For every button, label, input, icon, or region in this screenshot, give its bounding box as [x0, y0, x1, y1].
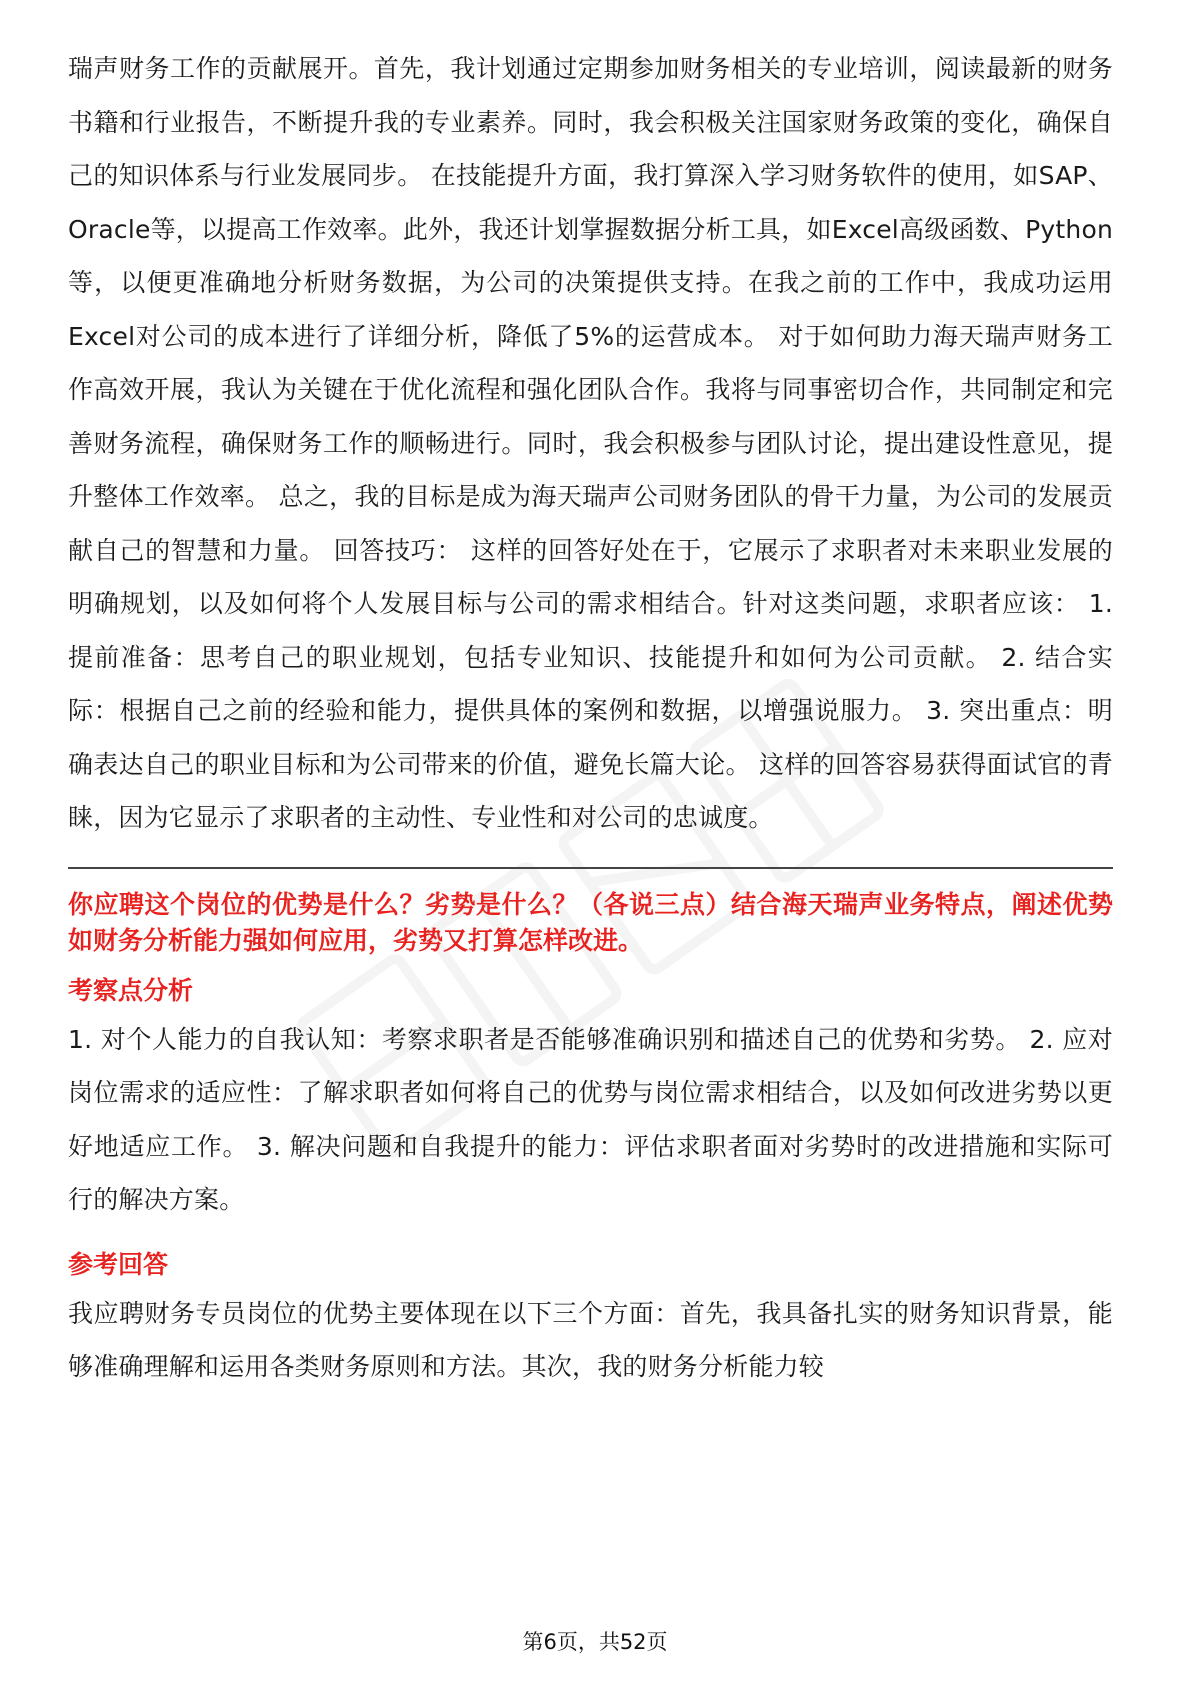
analysis-paragraph: 1. 对个人能力的自我认知：考察求职者是否能够准确识别和描述自己的优势和劣势。 2. 应对岗位需求的适应性：了解求职者如何将自己的优势与岗位需求相结合，以及如何改进劣势以更好地适应工作。 3. 解决问题和自我提升的能力：评估求职者面对劣势时的改进措施和实际可行的解决方案。 — [68, 1024, 1113, 1214]
analysis-heading: 考察点分析 — [68, 975, 194, 1005]
section-divider — [68, 867, 1113, 869]
interview-question: 你应聘这个岗位的优势是什么？劣势是什么？（各说三点）结合海天瑞声业务特点，阐述优势如财务分析能力强如何应用，劣势又打算怎样改进。 — [68, 889, 1113, 955]
intro-paragraph: 瑞声财务工作的贡献展开。首先，我计划通过定期参加财务相关的专业培训，阅读最新的财务书籍和行业报告，不断提升我的专业素养。同时，我会积极关注国家财务政策的变化，确保自己的知识体系与行业发展同步。 在技能提升方面，我打算深入学习财务软件的使用，如SAP、Oracle等，以提高工作效率。此外，我还计划掌握数据分析工具，如Excel高级函数、Python等，以便更准确地分析财务数据，为公司的决策提供支持。在我之前的工作中，我成功运用Excel对公司的成本进行了详细分析，降低了5%的运营成本。 对于如何助力海天瑞声财务工作高效开展，我认为关键在于优化流程和强化团队合作。我将与同事密切合作，共同制定和完善财务流程，确保财务工作的顺畅进行。同时，我会积极参与团队讨论，提出建设性意见，提升整体工作效率。 总之，我的目标是成为海天瑞声公司财务团队的骨干力量，为公司的发展贡献自己的智慧和力量。 回答技巧： 这样的回答好处在于，它展示了求职者对未来职业发展的明确规划，以及如何将个人发展目标与公司的需求相结合。针对这类问题，求职者应该： 1. 提前准备：思考自己的职业规划，包括专业知识、技能提升和如何为公司贡献。 2. 结合实际：根据自己之前的经验和能力，提供具体的案例和数据，以增强说服力。 3. 突出重点：明确表达自己的职业目标和为公司带来的价值，避免长篇大论。 这样的回答容易获得面试官的青睐，因为它显示了求职者的主动性、专业性和对公司的忠诚度。 — [68, 54, 1113, 832]
page-number: 第6页，共52页 — [522, 1630, 668, 1654]
document-body — [68, 42, 1113, 1394]
answer-paragraph: 我应聘财务专员岗位的优势主要体现在以下三个方面：首先，我具备扎实的财务知识背景，能够准确理解和运用各类财务原则和方法。其次，我的财务分析能力较 — [68, 1298, 1113, 1381]
answer-heading: 参考回答 — [68, 1249, 169, 1279]
